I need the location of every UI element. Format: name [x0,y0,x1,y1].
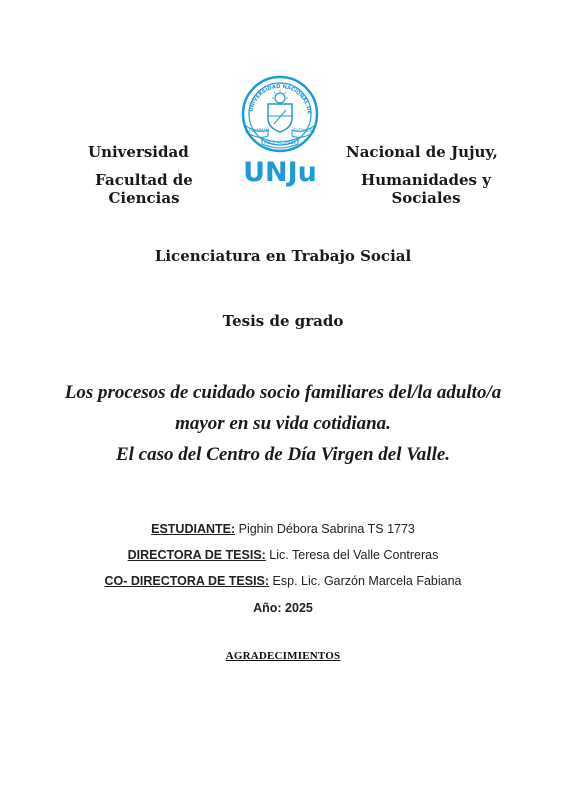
thesis-title-line3: El caso del Centro de Día Virgen del Valle. [115,444,451,465]
header-right-line2: Humanidades y [361,171,491,189]
degree-name: Licenciatura en Trabajo Social [154,247,412,265]
university-logo [238,74,322,188]
header-right [346,142,506,162]
student-value: Pighin Débora Sabrina TS 1773 [235,522,415,536]
unju-wordmark: UNJu [243,157,317,188]
codirector-line [0,574,566,588]
header-left-faculty [88,171,200,207]
seal-ring-text: UNIVERSIDAD NACIONAL DE [248,83,312,115]
header-left-line3: Ciencias [108,189,180,207]
ribbon-right-text: TUTAMUR [293,128,313,133]
ribbon-left-text: FLAMMAM [249,128,270,133]
header-right-faculty [346,171,506,207]
university-seal-icon [238,74,322,188]
thesis-title [0,377,566,470]
acknowledgements-heading: AGRADECIMIENTOS [225,650,341,662]
header-left [88,142,198,162]
document-type: Tesis de grado [222,312,344,330]
codirector-value: Esp. Lic. Garzón Marcela Fabiana [269,574,462,588]
ribbon-bottom-text: POCO ACCENDE [263,140,297,145]
header-left-line1: Universidad [88,143,189,161]
director-label: DIRECTORA DE TESIS: [127,548,266,562]
header-left-line2: Facultad de [95,171,193,189]
header-right-line1: Nacional de Jujuy, [346,143,498,161]
student-label: ESTUDIANTE: [151,522,236,536]
codirector-label: CO- DIRECTORA DE TESIS: [104,574,270,588]
thesis-title-line2: mayor en su vida cotidiana. [175,413,391,434]
director-line [0,548,566,562]
student-line [0,522,566,536]
director-value: Lic. Teresa del Valle Contreras [265,548,439,562]
header-right-line3: Sociales [391,189,461,207]
thesis-title-line1: Los procesos de cuidado socio familiares del/la adulto/a [64,382,502,403]
year-line: Año: 2025 [253,601,313,615]
